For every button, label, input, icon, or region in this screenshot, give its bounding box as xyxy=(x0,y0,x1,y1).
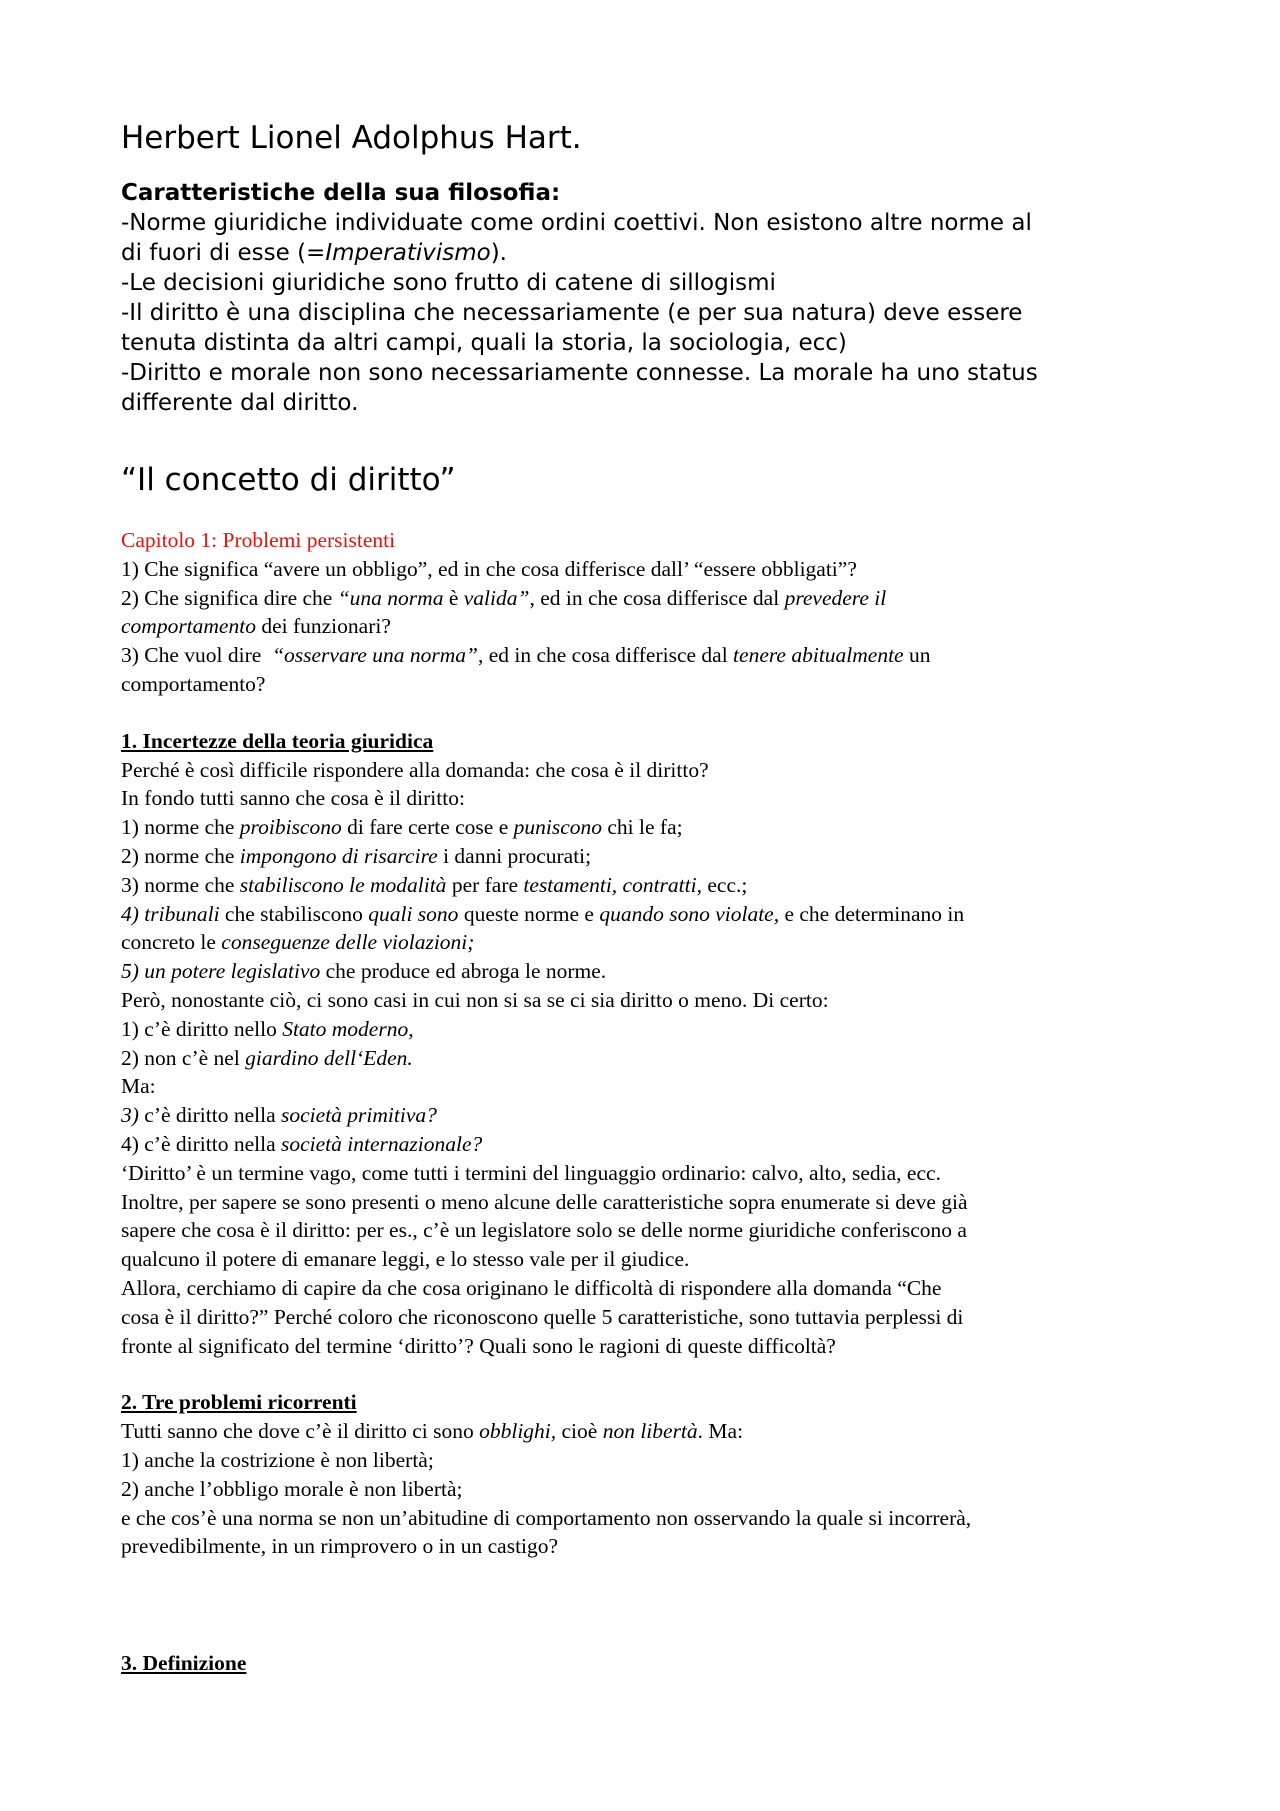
philosophy-point: -Le decisioni giuridiche sono frutto di catene di sillogismi xyxy=(121,270,776,296)
list-item: concreto le conseguenze delle violazioni; xyxy=(121,930,475,955)
list-item: 2) non c’è nel giardino dell‘Eden. xyxy=(121,1045,413,1070)
philosophy-point: -Il diritto è una disciplina che necessariamente (e per sua natura) deve essere xyxy=(121,300,1023,326)
list-item: 2) norme che impongono di risarcire i danni procurati; xyxy=(121,843,592,868)
list-item: 3) norme che stabiliscono le modalità per fare testamenti, contratti, ecc.; xyxy=(121,872,748,897)
document-title: Herbert Lionel Adolphus Hart. xyxy=(121,120,582,156)
list-item: 4) tribunali che stabiliscono quali sono queste norme e quando sono violate, e che determinano in xyxy=(121,901,965,926)
paragraph-line: cosa è il diritto?” Perché coloro che riconoscono quelle 5 caratteristiche, sono tuttavia perplessi di xyxy=(121,1304,964,1329)
paragraph-line: ‘Diritto’ è un termine vago, come tutti i termini del linguaggio ordinario: calvo, alto, sedia, ecc. xyxy=(121,1160,941,1185)
document-page xyxy=(121,118,1171,1678)
section-heading: 2. Tre problemi ricorrenti xyxy=(121,1390,357,1415)
list-item: 1) norme che proibiscono di fare certe cose e puniscono chi le fa; xyxy=(121,815,683,840)
question: 1) Che significa “avere un obbligo”, ed in che cosa differisce dall’ “essere obbligati”? xyxy=(121,556,857,581)
list-item: 5) un potere legislativo che produce ed abroga le norme. xyxy=(121,959,607,984)
paragraph-line: Però, nonostante ciò, ci sono casi in cui non si sa se ci sia diritto o meno. Di certo: xyxy=(121,987,829,1012)
question: 3) Che vuol dire “osservare una norma”, ed in che cosa differisce dal tenere abitualmente un xyxy=(121,643,931,668)
philosophy-point: differente dal diritto. xyxy=(121,390,359,416)
list-item: 2) anche l’obbligo morale è non libertà; xyxy=(121,1476,463,1501)
list-item: 3) c’è diritto nella società primitiva? xyxy=(121,1103,437,1128)
paragraph-line: e che cos’è una norma se non un’abitudine di comportamento non osservando la quale si incorrerà, xyxy=(121,1505,972,1530)
section-heading: 1. Incertezze della teoria giuridica xyxy=(121,728,434,753)
paragraph-line: prevedibilmente, in un rimprovero o in un castigo? xyxy=(121,1534,559,1559)
philosophy-heading: Caratteristiche della sua filosofia: xyxy=(121,180,561,206)
list-item: 1) c’è diritto nello Stato moderno, xyxy=(121,1016,414,1041)
list-item: 1) anche la costrizione è non libertà; xyxy=(121,1447,434,1472)
philosophy-point: di fuori di esse (=Imperativismo). xyxy=(121,240,507,266)
philosophy-point: -Norme giuridiche individuate come ordini coettivi. Non esistono altre norme al xyxy=(121,210,1032,236)
philosophy-point: tenuta distinta da altri campi, quali la storia, la sociologia, ecc) xyxy=(121,330,847,356)
question: 2) Che significa dire che “una norma è valida”, ed in che cosa differisce dal prevedere il xyxy=(121,585,887,610)
book-title: “Il concetto di diritto” xyxy=(121,462,456,498)
paragraph-line: fronte al significato del termine ‘diritto’? Quali sono le ragioni di queste difficoltà? xyxy=(121,1333,836,1358)
chapter-block xyxy=(121,526,1171,1678)
question: comportamento dei funzionari? xyxy=(121,614,391,639)
paragraph-line: Ma: xyxy=(121,1074,156,1099)
section-heading: 3. Definizione xyxy=(121,1651,247,1676)
paragraph-line: Tutti sanno che dove c’è il diritto ci sono obblighi, cioè non libertà. Ma: xyxy=(121,1419,744,1444)
paragraph-line: sapere che cosa è il diritto: per es., c’è un legislatore solo se delle norme giuridiche conferiscono a xyxy=(121,1218,967,1243)
question: comportamento? xyxy=(121,671,266,696)
philosophy-block xyxy=(121,178,1171,418)
chapter-heading: Capitolo 1: Problemi persistenti xyxy=(121,528,396,552)
philosophy-point: -Diritto e morale non sono necessariamente connesse. La morale ha uno status xyxy=(121,360,1038,386)
list-item: 4) c’è diritto nella società internazionale? xyxy=(121,1131,483,1156)
paragraph-line: In fondo tutti sanno che cosa è il diritto: xyxy=(121,786,465,811)
paragraph-line: Inoltre, per sapere se sono presenti o meno alcune delle caratteristiche sopra enumerate si deve già xyxy=(121,1189,968,1214)
paragraph-line: Allora, cerchiamo di capire da che cosa originano le difficoltà di rispondere alla domanda “Che xyxy=(121,1275,942,1300)
paragraph-line: Perché è così difficile rispondere alla domanda: che cosa è il diritto? xyxy=(121,757,709,782)
paragraph-line: qualcuno il potere di emanare leggi, e lo stesso vale per il giudice. xyxy=(121,1247,690,1272)
